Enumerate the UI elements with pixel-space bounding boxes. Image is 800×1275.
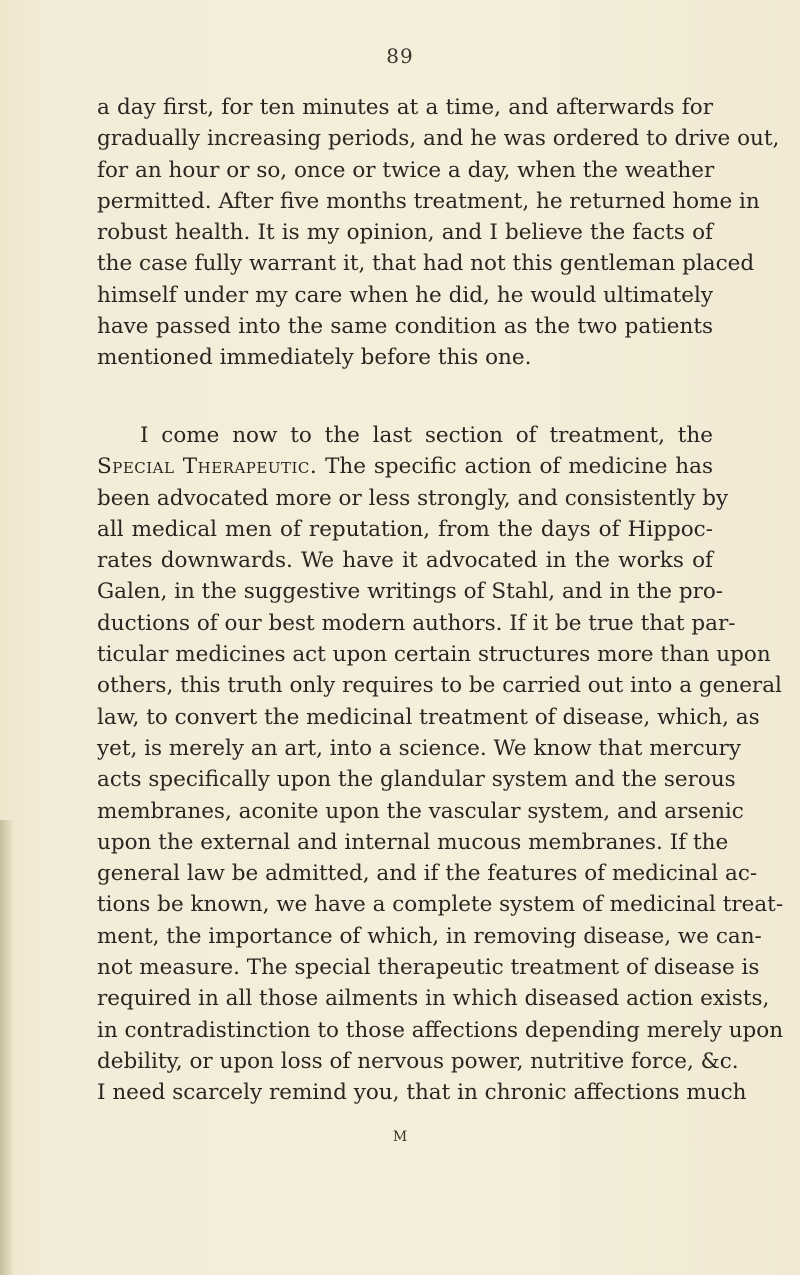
text-line: I need scarcely remind you, that in chronic affections much (97, 1080, 747, 1106)
paragraph-1 (97, 92, 780, 374)
paragraph-2 (97, 420, 784, 1109)
text-line: debility, or upon loss of nervous power, nutritive force, &c. (97, 1048, 739, 1074)
text-line: law, to convert the medicinal treatment of disease, which, as (97, 704, 760, 730)
text-line: upon the external and internal mucous membranes. If the (97, 829, 729, 855)
text-line: yet, is merely an art, into a science. We know that mercury (97, 735, 741, 761)
text-line: Galen, in the suggestive writings of Stahl, and in the pro- (97, 579, 724, 605)
paragraph-2-opening: I come now to the last section of treatment, the (140, 423, 713, 448)
text-line: gradually increasing periods, and he was ordered to drive out, (97, 126, 780, 152)
text-line: a day first, for ten minutes at a time, and afterwards for (97, 95, 713, 120)
signature-mark: M (392, 1129, 408, 1145)
text-line: rates downwards. We have it advocated in the works of (97, 548, 713, 574)
text-line (97, 451, 713, 482)
text-line (97, 420, 713, 451)
text-line: mentioned immediately before this one. (97, 345, 532, 371)
text-line: general law be admitted, and if the features of medicinal ac- (97, 861, 758, 887)
text-line: ticular medicines act upon certain structures more than upon (97, 642, 771, 668)
page-number: 89 (386, 44, 414, 68)
text-line: tions be known, we have a complete system of medicinal treat- (97, 892, 784, 918)
text-line: required in all those ailments in which diseased action exists, (97, 986, 770, 1012)
section-heading: Special Therapeutic. (97, 454, 318, 480)
text-line: others, this truth only requires to be carried out into a general (97, 673, 782, 699)
text-line: membranes, aconite upon the vascular system, and arsenic (97, 798, 744, 824)
heading-continuation: The specific action of medicine has (317, 454, 713, 480)
text-line: have passed into the same condition as the two patients (97, 314, 713, 340)
text-line: himself under my care when he did, he would ultimately (97, 282, 713, 308)
text-line: been advocated more or less strongly, and consistently by (97, 485, 729, 511)
text-line: ductions of our best modern authors. If it be true that par- (97, 610, 736, 636)
page-edge-shadow (0, 820, 14, 1275)
text-line: the case fully warrant it, that had not this gentleman placed (97, 251, 755, 277)
text-line: in contradistinction to those affections depending merely upon (97, 1017, 784, 1043)
text-line: acts specifically upon the glandular system and the serous (97, 767, 736, 793)
text-line: robust health. It is my opinion, and I believe the facts of (97, 220, 713, 246)
text-line: not measure. The special therapeutic treatment of disease is (97, 955, 760, 981)
text-line: ment, the importance of which, in removing disease, we can- (97, 923, 762, 949)
text-line: all medical men of reputation, from the days of Hippoc- (97, 516, 713, 542)
text-line: for an hour or so, once or twice a day, when the weather (97, 157, 715, 183)
text-line: permitted. After five months treatment, he returned home in (97, 188, 760, 214)
